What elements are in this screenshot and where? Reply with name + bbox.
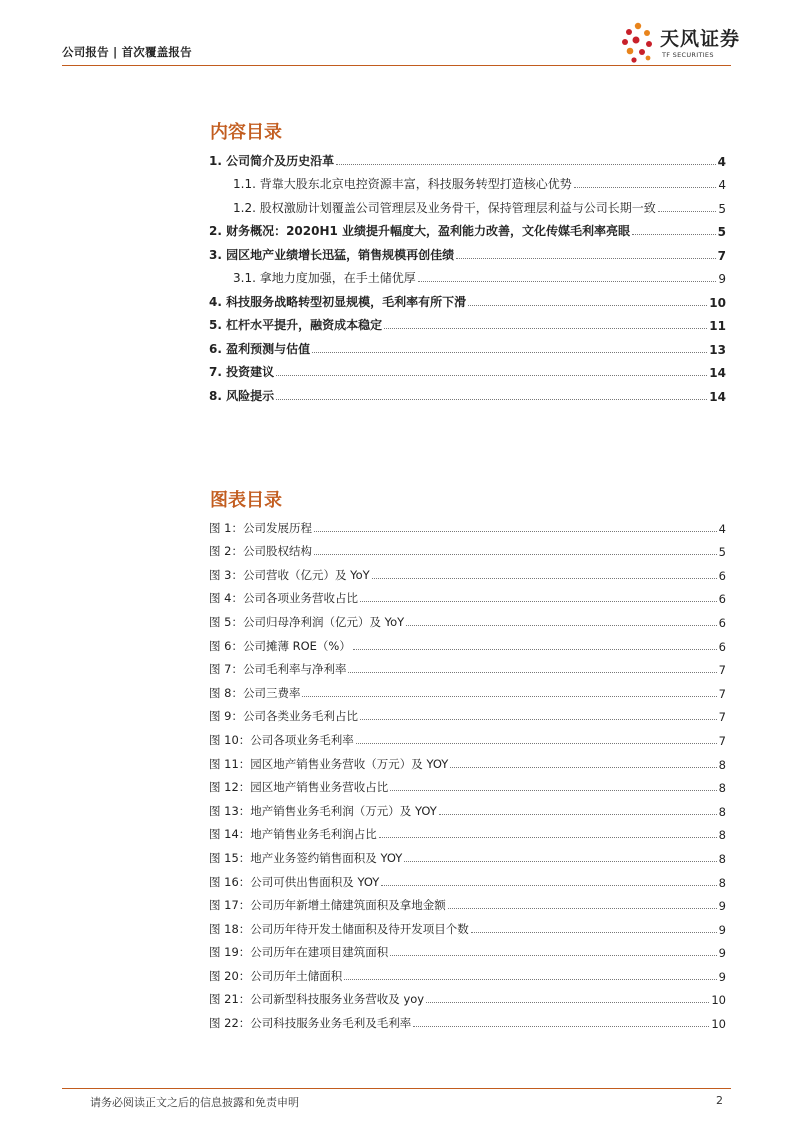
entry-page-number: 9 [718, 899, 726, 914]
dot-leader [302, 696, 716, 697]
entry-label: 图 13：地产销售业务毛利润（万元）及 YOY [209, 803, 437, 818]
dot-leader [360, 601, 717, 602]
dot-leader [413, 1026, 709, 1027]
entry-page-number: 9 [718, 922, 726, 937]
entry-page-number: 10 [711, 993, 726, 1008]
dot-leader [439, 814, 717, 815]
entry-page-number: 7 [718, 733, 726, 748]
entry-label: 图 17：公司历年新增土储建筑面积及拿地金额 [209, 898, 446, 913]
entry-label: 1.2. 股权激励计划覆盖公司管理层及业务骨干，保持管理层利益与公司长期一致 [233, 200, 656, 215]
entry-page-number: 10 [711, 1017, 726, 1032]
dot-leader [353, 649, 717, 650]
toc-entry[interactable] [209, 145, 726, 169]
figure-entry[interactable] [209, 630, 726, 654]
entry-page-number: 9 [718, 946, 726, 961]
entry-page-number: 9 [718, 969, 726, 984]
entry-page-number: 8 [718, 851, 726, 866]
dot-leader [381, 885, 716, 886]
toc-entry[interactable] [209, 216, 726, 240]
footer-divider [62, 1088, 731, 1089]
dot-leader [471, 932, 717, 933]
header-divider [62, 65, 731, 66]
contents-list [209, 145, 726, 404]
entry-page-number: 14 [709, 366, 726, 380]
dot-leader [426, 1002, 709, 1003]
dot-leader [390, 955, 716, 956]
figure-entry[interactable] [209, 913, 726, 937]
entry-label: 3.1. 拿地力度加强，在手土储优厚 [233, 271, 416, 285]
entry-label: 图 20：公司历年土储面积 [209, 968, 343, 983]
toc-entry[interactable] [209, 357, 726, 381]
entry-label: 图 8：公司三费率 [209, 685, 301, 700]
contents-title: 内容目录 [210, 122, 282, 143]
entry-label: 图 9：公司各类业务毛利占比 [209, 709, 358, 724]
entry-page-number: 4 [718, 521, 726, 536]
entry-page-number: 7 [718, 663, 726, 678]
dot-leader [372, 578, 717, 579]
dot-leader [344, 979, 716, 980]
dot-leader [468, 305, 707, 306]
header-report-type: 公司报告 | 首次覆盖报告 [62, 45, 192, 59]
figure-entry[interactable] [209, 512, 726, 536]
company-logo [620, 20, 740, 64]
dot-leader [384, 328, 707, 329]
entry-label: 图 10：公司各项业务毛利率 [209, 732, 354, 747]
entry-label: 图 12：园区地产销售业务营收占比 [209, 780, 389, 795]
entry-page-number: 6 [718, 639, 726, 654]
entry-label: 图 5：公司归母净利润（亿元）及 YoY [209, 614, 405, 629]
entry-label: 3. 园区地产业绩增长迅猛，销售规模再创佳绩 [209, 247, 455, 262]
entry-label: 图 18：公司历年待开发土储面积及待开发项目个数 [209, 921, 469, 936]
dot-leader [276, 375, 707, 376]
dot-leader [314, 554, 717, 555]
entry-label: 8. 风险提示 [209, 388, 275, 403]
entry-label: 2. 财务概况：2020H1 业绩提升幅度大，盈利能力改善，文化传媒毛利率亮眼 [209, 224, 631, 238]
figure-entry[interactable] [209, 842, 726, 866]
entry-page-number: 5 [717, 225, 726, 239]
dot-leader [448, 908, 717, 909]
entry-label: 图 6：公司摊薄 ROE（%） [209, 638, 351, 653]
entry-label: 图 2：公司股权结构 [209, 544, 312, 559]
entry-label: 图 21：公司新型科技服务业务营收及 yoy [209, 992, 425, 1007]
dot-leader [404, 861, 716, 862]
entry-page-number: 5 [718, 201, 726, 216]
figure-entry[interactable] [209, 701, 726, 725]
dot-leader [574, 187, 717, 188]
dot-leader [658, 211, 717, 212]
figure-entry[interactable] [209, 559, 726, 583]
dot-leader [314, 531, 717, 532]
entry-label: 图 14：地产销售业务毛利润占比 [209, 827, 377, 842]
dot-leader [336, 164, 716, 165]
figures-list [209, 512, 726, 1031]
entry-page-number: 7 [717, 248, 726, 263]
toc-entry[interactable] [209, 263, 726, 287]
entry-page-number: 6 [718, 615, 726, 630]
entry-page-number: 6 [718, 568, 726, 583]
figure-entry[interactable] [209, 866, 726, 890]
entry-label: 图 15：地产业务签约销售面积及 YOY [209, 850, 403, 865]
dot-leader [390, 790, 716, 791]
entry-page-number: 6 [718, 592, 726, 607]
figure-entry[interactable] [209, 960, 726, 984]
toc-entry[interactable] [209, 192, 726, 216]
entry-page-number: 5 [718, 545, 726, 560]
toc-entry[interactable] [209, 310, 726, 334]
toc-entry[interactable] [209, 239, 726, 263]
entry-page-number: 14 [709, 389, 726, 404]
entry-label: 图 11：园区地产销售业务营收（万元）及 YOY [209, 756, 449, 771]
footer-disclaimer: 请务必阅读正文之后的信息披露和免责申明 [90, 1096, 299, 1109]
entry-label: 图 7：公司毛利率与净利率 [209, 662, 347, 677]
entry-label: 7. 投资建议 [209, 365, 275, 379]
figure-entry[interactable] [209, 819, 726, 843]
entry-page-number: 8 [718, 804, 726, 819]
entry-page-number: 4 [717, 154, 726, 169]
entry-label: 1.1. 背靠大股东北京电控资源丰富，科技服务转型打造核心优势 [233, 177, 572, 191]
entry-page-number: 7 [718, 686, 726, 701]
figures-title: 图表目录 [210, 490, 282, 511]
entry-label: 5. 杠杆水平提升，融资成本稳定 [209, 318, 383, 332]
entry-label: 6. 盈利预测与估值 [209, 341, 311, 356]
page-number: 2 [716, 1094, 723, 1107]
entry-page-number: 11 [709, 319, 726, 333]
figure-entry[interactable] [209, 724, 726, 748]
entry-label: 图 19：公司历年在建项目建筑面积 [209, 945, 389, 960]
figure-entry[interactable] [209, 748, 726, 772]
figure-entry[interactable] [209, 984, 726, 1008]
figure-entry[interactable] [209, 654, 726, 678]
dot-leader [406, 625, 716, 626]
figure-entry[interactable] [209, 890, 726, 914]
figure-entry[interactable] [209, 937, 726, 961]
entry-page-number: 10 [709, 295, 726, 310]
entry-page-number: 9 [718, 272, 726, 286]
figure-entry[interactable] [209, 1007, 726, 1031]
logo-name: 天风证券 [660, 28, 741, 50]
entry-page-number: 4 [718, 178, 726, 192]
entry-page-number: 13 [709, 342, 726, 357]
figure-entry[interactable] [209, 772, 726, 796]
dot-leader [450, 767, 716, 768]
logo-mark-icon [620, 20, 658, 64]
figure-entry[interactable] [209, 677, 726, 701]
dot-leader [632, 234, 716, 235]
entry-page-number: 8 [718, 828, 726, 843]
figure-entry[interactable] [209, 606, 726, 630]
dot-leader [312, 352, 707, 353]
entry-label: 图 3：公司营收（亿元）及 YoY [209, 567, 370, 582]
toc-entry[interactable] [209, 169, 726, 193]
dot-leader [456, 258, 716, 259]
dot-leader [418, 281, 717, 282]
entry-label: 4. 科技服务战略转型初显规模，毛利率有所下滑 [209, 294, 467, 309]
toc-entry[interactable] [209, 286, 726, 310]
dot-leader [360, 719, 717, 720]
entry-page-number: 8 [718, 875, 726, 890]
figure-entry[interactable] [209, 795, 726, 819]
figure-entry[interactable] [209, 536, 726, 560]
dot-leader [276, 399, 707, 400]
entry-label: 图 1：公司发展历程 [209, 520, 312, 535]
figure-entry[interactable] [209, 583, 726, 607]
toc-entry[interactable] [209, 333, 726, 357]
entry-page-number: 7 [718, 710, 726, 725]
entry-page-number: 8 [718, 781, 726, 796]
dot-leader [356, 743, 717, 744]
entry-label: 图 16：公司可供出售面积及 YOY [209, 874, 380, 889]
logo-subtitle: TF SECURITIES [662, 51, 714, 59]
dot-leader [348, 672, 716, 673]
toc-entry[interactable] [209, 380, 726, 404]
dot-leader [379, 837, 717, 838]
entry-page-number: 8 [718, 757, 726, 772]
entry-label: 图 4：公司各项业务营收占比 [209, 591, 358, 606]
entry-label: 1. 公司简介及历史沿革 [209, 153, 335, 168]
entry-label: 图 22：公司科技服务业务毛利及毛利率 [209, 1016, 412, 1031]
